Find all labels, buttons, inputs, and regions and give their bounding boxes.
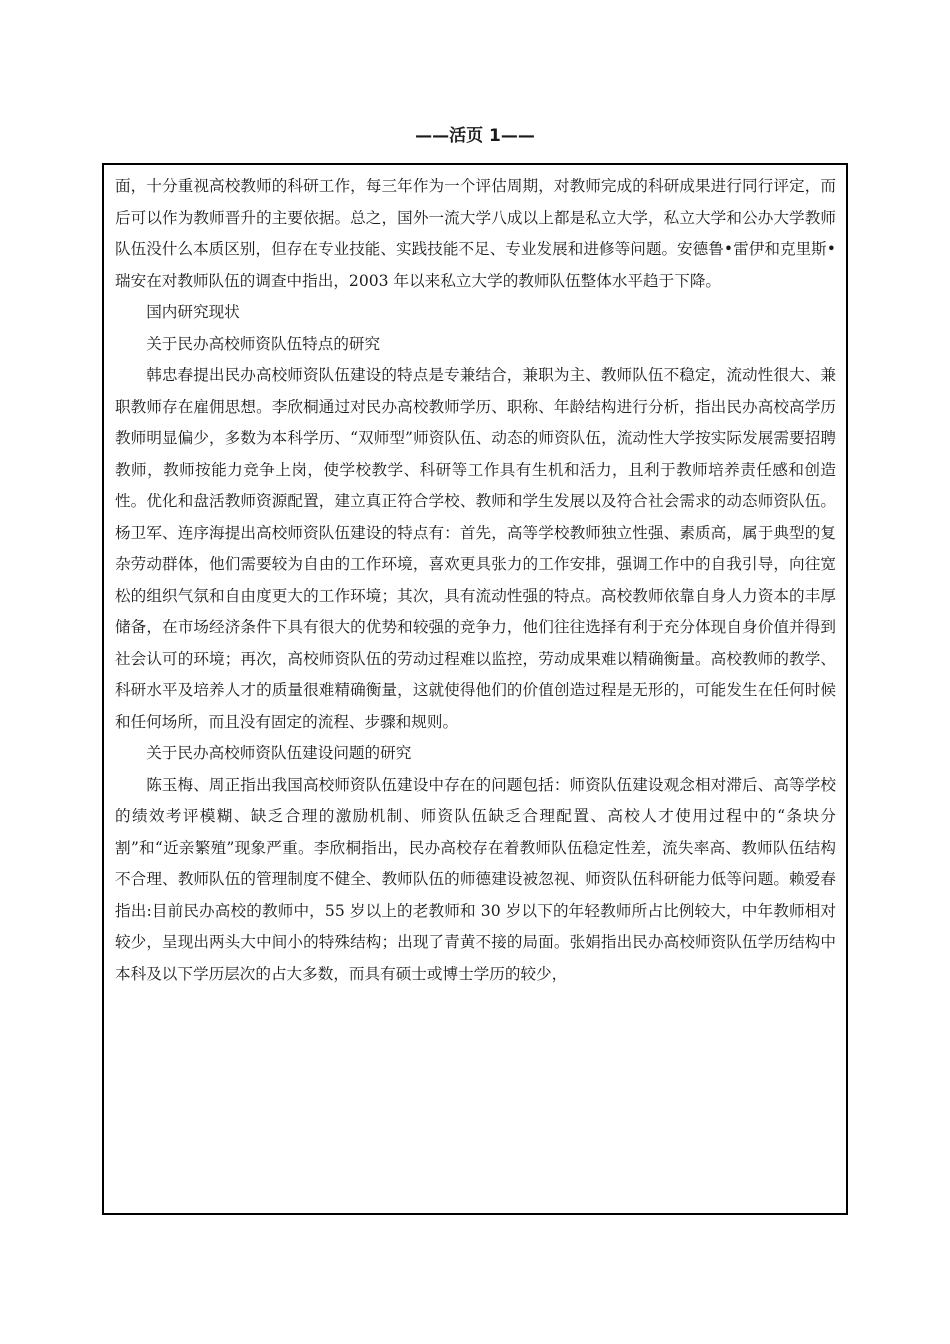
heading-faculty-problems-research: 关于民办高校师资队伍建设问题的研究 [146,744,412,762]
heading-domestic-research-status: 国内研究现状 [146,303,240,321]
heading-faculty-characteristics-research: 关于民办高校师资队伍特点的研究 [146,334,381,353]
paragraph-faculty-characteristics: 韩忠春提出民办高校师资队伍建设的特点是专兼结合，兼职为主、教师队伍不稳定，流动性很大、兼职教师存在雇佣思想。李欣桐通过对民办高校教师学历、职称、年龄结构进行分析，指出民办高校高学历教师明显偏少，多数为本科学历、“双师型”师资队伍、动态的师资队伍，流动性大学按实际发展需要招聘教师，教师按能力竞争上岗，使学校教学、科研等工作具有生机和活力，且利于教师培养责任感和创造性。优化和盘活教师资源配置，建立真正符合学校、教师和学生发展以及符合社会需求的动态师资队伍。杨卫军、连序海提出高校师资队伍建设的特点有：首先，高等学校教师独立性强、素质高，属于典型的复杂劳动群体，他们需要较为自由的工作环境，喜欢更具张力的工作安排，强调工作中的自我引导，向往宽松的组织气氛和自由度更大的工作环境；其次，具有流动性强的特点。高校教师依靠自身人力资本的丰厚储备，在市场经济条件下具有很大的优势和较强的竞争力，他们往往选择有利于充分体现自身价值并得到社会认可的环境；再次，高校师资队伍的劳动过程难以监控，劳动成果难以精确衡量。高校教师的教学、科研水平及培养人才的质量很难精确衡量，这就使得他们的价值创造过程是无形的，可能发生在任何时候和任何场所，而且没有固定的流程、步骤和规则。 [115,366,836,731]
page-header-title: ——活页 1—— [415,126,535,146]
content-frame [102,163,848,1215]
paragraph-faculty-problems: 陈玉梅、周正指出我国高校师资队伍建设中存在的问题包括：师资队伍建设观念相对滞后、高等学校的绩效考评模糊、缺乏合理的激励机制、师资队伍缺乏合理配置、高校人才使用过程中的“条块分割”和“近亲繁殖”现象严重。李欣桐指出，民办高校存在着教师队伍稳定性差，流失率高、教师队伍结构不合理、教师队伍的管理制度不健全、教师队伍的师德建设被忽视、师资队伍科研能力低等问题。赖爱春指出:目前民办高校的教师中，55 岁以上的老教师和 30 岁以下的年轻教师所占比例较大，中年教师相对较少，呈现出两头大中间小的特殊结构；出现了青黄不接的局面。张娟指出民办高校师资队伍学历结构中本科及以下学历层次的占大多数，而具有硕士或博士学历的较少， [115,775,836,983]
paragraph-foreign-research-end: 面，十分重视高校教师的科研工作，每三年作为一个评估周期，对教师完成的科研成果进行同行评定，而后可以作为教师晋升的主要依据。总之，国外一流大学八成以上都是私立大学，私立大学和公办大学教师队伍没什么本质区别，但存在专业技能、实践技能不足、专业发展和进修等问题。安德鲁•雷伊和克里斯•瑞安在对教师队伍的调查中指出，2003 年以来私立大学的教师队伍整体水平趋于下降。 [115,177,836,290]
